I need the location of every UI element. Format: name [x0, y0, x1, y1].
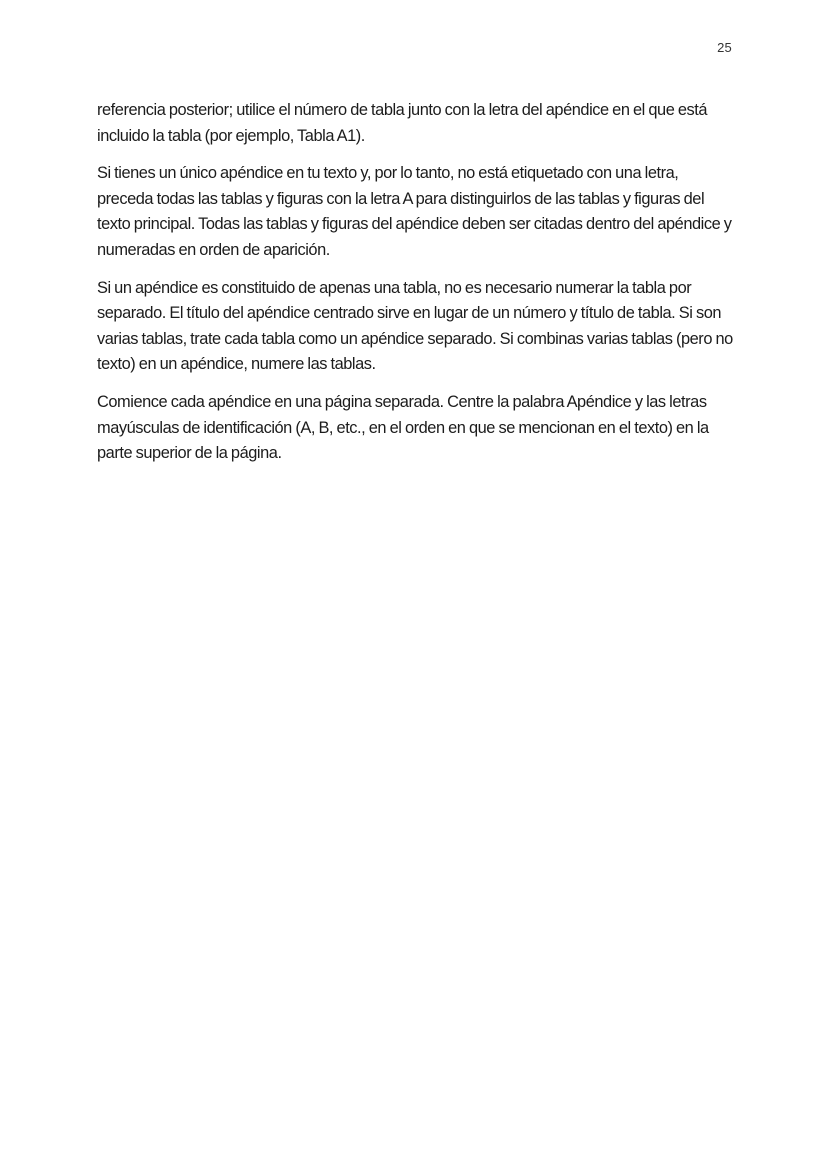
body-text — [97, 98, 737, 479]
paragraph-2: Si tienes un único apéndice en tu texto y, por lo tanto, no está etiquetado con una letra, preceda todas las tablas y figuras con la letra A para distinguirlos de las tablas y figuras del texto principal. Todas las tablas y figuras del apéndice deben ser citadas dentro del apéndice y numeradas en orden de aparición. — [97, 164, 732, 259]
paragraph-4: Comience cada apéndice en una página separada. Centre la palabra Apéndice y las letras mayúsculas de identificación (A, B, etc., en el orden en que se mencionan en el texto) en la parte superior de la página. — [97, 392, 709, 463]
paragraph-1: referencia posterior; utilice el número de tabla junto con la letra del apéndice en el que está incluido la tabla (por ejemplo, Tabla A1). — [97, 101, 708, 145]
page-number: 25 — [717, 40, 732, 55]
paragraph-3: Si un apéndice es constituido de apenas una tabla, no es necesario numerar la tabla por separado. El título del apéndice centrado sirve en lugar de un número y título de tabla. Si son varias tablas, trate cada tabla como un apéndice separado. Si combinas varias tablas (pero no texto) en un apéndice, numere las tablas. — [97, 278, 733, 374]
